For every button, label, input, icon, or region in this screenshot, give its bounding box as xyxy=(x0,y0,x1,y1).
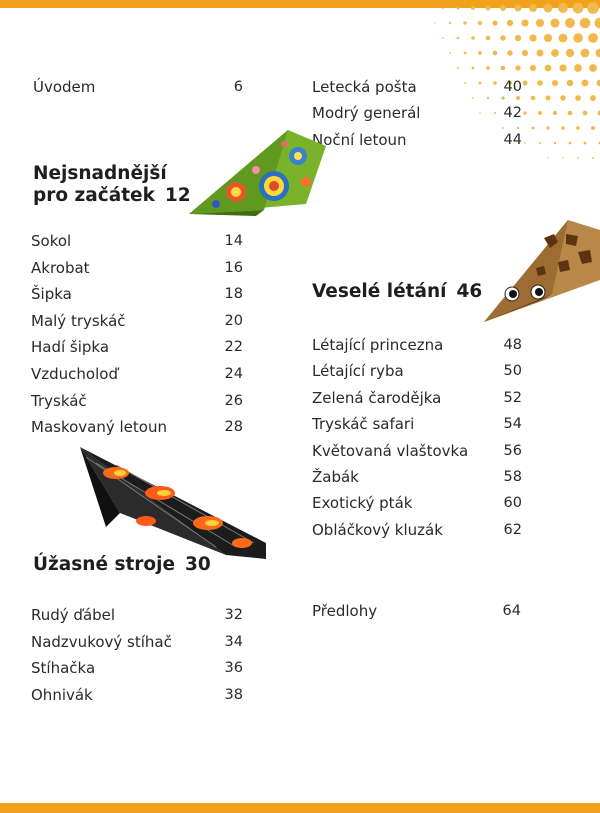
halftone-dot xyxy=(471,6,475,10)
halftone-dot xyxy=(472,67,475,70)
halftone-dot xyxy=(582,80,589,87)
toc-entry[interactable] xyxy=(31,338,109,356)
toc-entry-page: 54 xyxy=(503,416,522,433)
halftone-dot xyxy=(544,4,553,13)
halftone-dot xyxy=(587,2,599,14)
toc-entry-intro[interactable] xyxy=(33,78,95,96)
section-1-title-line1: Nejsnadnější xyxy=(33,163,167,184)
toc-entry-title: Sokol xyxy=(31,232,72,250)
halftone-dot xyxy=(502,127,504,129)
halftone-dot xyxy=(442,37,444,39)
toc-entry-title: Létající princezna xyxy=(312,336,444,354)
toc-entry[interactable] xyxy=(312,389,441,407)
toc-entry-title: Exotický pták xyxy=(312,494,413,513)
toc-entry[interactable] xyxy=(31,259,90,277)
halftone-dot xyxy=(577,157,579,159)
halftone-dot xyxy=(463,21,466,24)
halftone-dot xyxy=(472,97,474,99)
halftone-dot xyxy=(530,65,536,71)
toc-entry[interactable] xyxy=(312,415,414,433)
toc-entry-page: 62 xyxy=(503,521,522,538)
toc-entry-page: 36 xyxy=(224,660,243,677)
toc-entry-page: 14 xyxy=(224,233,243,249)
section-3-title: Veselé létání xyxy=(312,281,447,302)
toc-entry[interactable] xyxy=(31,365,118,383)
section-heading-3 xyxy=(312,281,482,303)
toc-entry-page: 22 xyxy=(224,339,243,356)
halftone-dot xyxy=(532,127,535,130)
halftone-dot xyxy=(575,95,581,101)
flame-striped-paper-plane-illustration xyxy=(76,443,270,561)
halftone-dot xyxy=(560,95,565,100)
toc-entry-title: Letecká pošta xyxy=(312,78,417,96)
toc-entry-title: Žabák xyxy=(312,468,359,486)
toc-entry-title: Hadí šipka xyxy=(31,338,110,357)
toc-entry-title: Zelená čarodějka xyxy=(312,388,442,407)
toc-entry[interactable] xyxy=(31,392,87,410)
halftone-dot xyxy=(522,50,528,56)
halftone-dot xyxy=(590,95,596,101)
section-3-page: 46 xyxy=(456,281,483,302)
halftone-dot xyxy=(457,7,460,10)
halftone-dot xyxy=(538,111,542,115)
halftone-dot xyxy=(566,49,574,57)
halftone-dot xyxy=(568,111,573,116)
toc-entry-page: 24 xyxy=(224,366,243,382)
halftone-dot xyxy=(442,7,444,9)
toc-entry-title: Modrý generál xyxy=(312,104,421,123)
halftone-dot xyxy=(449,52,451,54)
toc-entry[interactable] xyxy=(31,312,126,330)
toc-entry-title: Létající ryba xyxy=(312,362,404,381)
halftone-dot xyxy=(581,49,590,58)
halftone-dot xyxy=(558,3,568,13)
toc-entry-title: Šipka xyxy=(31,285,72,304)
toc-page-intro: 6 xyxy=(233,79,243,95)
toc-entry[interactable] xyxy=(312,468,359,486)
toc-entry-title: Malý tryskáč xyxy=(31,311,126,330)
halftone-dot xyxy=(583,111,588,116)
halftone-dot xyxy=(559,64,566,71)
halftone-dot xyxy=(487,97,489,99)
halftone-dot xyxy=(562,157,564,159)
halftone-dot xyxy=(517,127,519,129)
halftone-dot xyxy=(567,80,574,87)
toc-entry-page: 60 xyxy=(503,495,522,512)
halftone-dot xyxy=(501,66,506,71)
toc-entry[interactable] xyxy=(312,442,468,460)
halftone-dot xyxy=(536,19,544,27)
halftone-dot xyxy=(521,19,528,26)
halftone-dot xyxy=(523,111,526,114)
toc-entry-title: Nadzvukový stíhač xyxy=(31,632,172,651)
halftone-dot xyxy=(545,65,552,72)
halftone-dot xyxy=(550,18,559,27)
halftone-dot xyxy=(524,142,526,144)
toc-entry[interactable] xyxy=(31,285,72,303)
toc-entry-page: 58 xyxy=(503,469,522,485)
halftone-dot xyxy=(478,21,482,25)
halftone-dot xyxy=(547,157,548,158)
halftone-dot xyxy=(523,81,528,86)
section-heading-1 xyxy=(33,163,191,207)
toc-entry-page: 52 xyxy=(503,389,522,406)
section-2-title: Úžasné stroje xyxy=(33,554,176,575)
toc-entry-title: Akrobat xyxy=(31,258,90,277)
toc-entry-page: 42 xyxy=(503,105,522,122)
toc-entry[interactable] xyxy=(312,78,417,96)
halftone-dot xyxy=(516,96,520,100)
toc-entry-page: 38 xyxy=(224,686,243,703)
toc-entry-page: 28 xyxy=(224,419,243,436)
halftone-dot xyxy=(486,6,491,11)
halftone-dot xyxy=(553,111,557,115)
halftone-dot xyxy=(434,22,435,23)
toc-entry[interactable] xyxy=(31,659,95,677)
toc-page-appendix: 64 xyxy=(502,603,521,619)
toc-entry[interactable] xyxy=(312,336,443,354)
halftone-dot xyxy=(500,35,505,40)
toc-entry-page: 48 xyxy=(503,337,522,353)
halftone-dot xyxy=(597,80,600,87)
halftone-dot xyxy=(595,18,600,29)
toc-entry-title: Rudý ďábel xyxy=(31,606,116,624)
section-1-page: 12 xyxy=(164,185,191,206)
toc-entry-page: 20 xyxy=(224,312,243,329)
toc-entry[interactable] xyxy=(312,362,404,380)
toc-entry-page: 16 xyxy=(224,259,243,276)
halftone-dot xyxy=(515,35,521,41)
toc-entry-title: Předlohy xyxy=(312,602,378,620)
toc-entry[interactable] xyxy=(31,686,93,704)
halftone-dot xyxy=(515,5,522,12)
halftone-dot xyxy=(464,82,466,84)
halftone-dot xyxy=(596,49,600,58)
halftone-dot xyxy=(471,36,475,40)
toc-entry-page: 44 xyxy=(503,131,522,148)
toc-entry-title: Tryskáč safari xyxy=(312,415,415,434)
toc-entry-title: Květovaná vlaštovka xyxy=(312,441,469,460)
halftone-dot xyxy=(551,49,559,57)
halftone-dot xyxy=(449,22,451,24)
halftone-dot xyxy=(478,51,482,55)
toc-entry[interactable] xyxy=(312,521,443,539)
green-patterned-paper-plane-illustration xyxy=(186,126,330,216)
halftone-dot xyxy=(544,34,552,42)
halftone-dot xyxy=(507,20,513,26)
toc-entry-page: 26 xyxy=(224,392,243,409)
halftone-dot xyxy=(591,126,595,130)
toc-entry[interactable] xyxy=(31,232,71,250)
halftone-dot xyxy=(552,80,558,86)
bottom-accent-bar xyxy=(0,803,600,813)
toc-entry-page: 50 xyxy=(503,363,522,380)
halftone-dot xyxy=(536,49,543,56)
toc-entry-title: Tryskáč xyxy=(31,391,87,410)
toc-entry-title: Obláčkový kluzák xyxy=(312,520,443,539)
toc-entry-page: 32 xyxy=(224,607,243,623)
toc-entry-title: Noční letoun xyxy=(312,130,407,149)
toc-entry-page: 34 xyxy=(224,633,243,650)
halftone-dot xyxy=(576,126,580,130)
halftone-dot xyxy=(529,4,537,12)
halftone-dot xyxy=(464,52,467,55)
halftone-dot xyxy=(574,64,582,72)
halftone-dot xyxy=(486,66,490,70)
toc-entry[interactable] xyxy=(312,494,412,512)
halftone-dot xyxy=(592,157,594,159)
halftone-dot xyxy=(539,142,541,144)
halftone-dot xyxy=(546,126,549,129)
halftone-dot xyxy=(573,3,584,14)
halftone-dot xyxy=(529,34,536,41)
halftone-dot xyxy=(554,142,556,144)
toc-entry-appendix[interactable] xyxy=(312,602,377,620)
halftone-dot xyxy=(515,65,520,70)
halftone-dot xyxy=(531,96,535,100)
halftone-dot xyxy=(493,51,498,56)
toc-entry[interactable] xyxy=(31,633,172,651)
halftone-dot xyxy=(492,20,497,25)
halftone-dot xyxy=(561,126,565,130)
section-2-page: 30 xyxy=(185,554,211,575)
toc-entry-title: Maskovaný letoun xyxy=(31,418,167,437)
halftone-dot xyxy=(537,80,543,86)
halftone-dot xyxy=(501,96,504,99)
halftone-dot xyxy=(507,50,512,55)
toc-entry[interactable] xyxy=(312,104,420,122)
toc-entry-title: Ohnivák xyxy=(31,685,93,704)
halftone-dot xyxy=(457,37,460,40)
halftone-dot xyxy=(584,142,587,145)
giraffe-pattern-paper-plane-illustration xyxy=(482,218,600,324)
toc-entry[interactable] xyxy=(31,418,167,436)
toc-entry-page: 40 xyxy=(503,79,522,95)
halftone-dot xyxy=(588,33,598,43)
halftone-dot xyxy=(565,18,575,28)
halftone-dot xyxy=(457,67,459,69)
halftone-dot xyxy=(573,33,582,42)
halftone-dot xyxy=(580,18,591,29)
toc-entry-page: 18 xyxy=(224,286,243,303)
toc-entry-title: Vzducholoď xyxy=(31,365,118,383)
toc-entry-page: 56 xyxy=(503,442,522,459)
halftone-dot xyxy=(589,64,597,72)
toc-entry-title: Úvodem xyxy=(33,78,96,96)
halftone-dot xyxy=(500,5,506,11)
toc-entry[interactable] xyxy=(31,606,115,624)
halftone-dot xyxy=(486,36,491,41)
toc-entry-title: Stíhačka xyxy=(31,659,96,678)
section-1-title-line2: pro začátek xyxy=(33,185,155,206)
halftone-dot xyxy=(546,96,551,101)
halftone-dot xyxy=(559,34,568,43)
halftone-dot xyxy=(569,142,572,145)
